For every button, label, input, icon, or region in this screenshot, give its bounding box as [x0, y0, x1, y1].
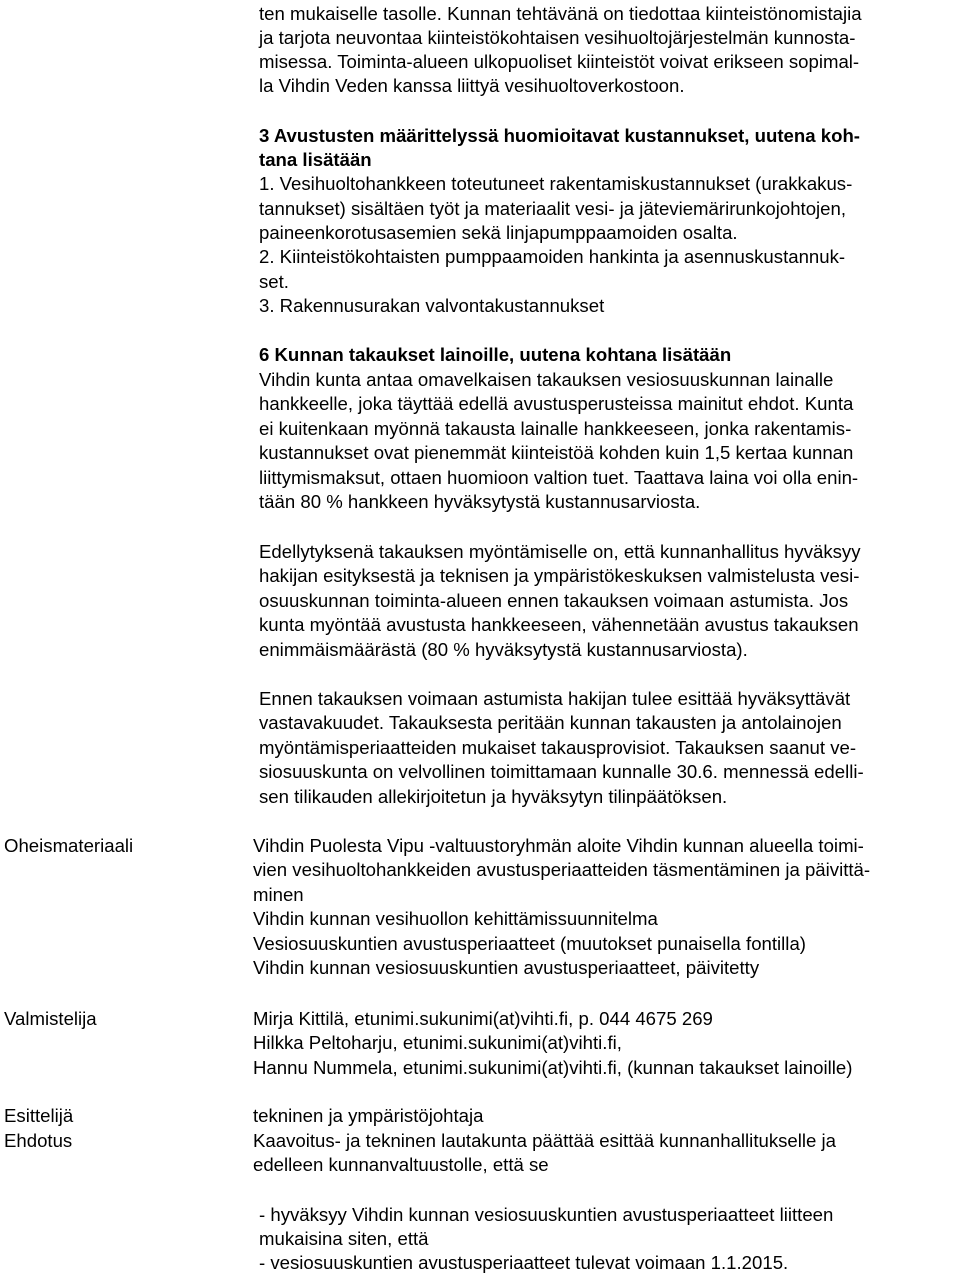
attachment-line: Vihdin kunnan vesiosuuskuntien avustusperiaatteet, päivitetty	[253, 957, 760, 978]
cost-item-line: set.	[259, 271, 289, 292]
cost-item-line: tannukset) sisältäen työt ja materiaalit vesi- ja jäteviemärirunkojohtojen,	[259, 198, 847, 219]
attachment-line: Vesiosuuskuntien avustusperiaatteet (muutokset punaisella fontilla)	[253, 933, 806, 954]
intro-line: misessa. Toiminta-alueen ulkopuoliset kiinteistöt voivat erikseen sopimal-	[259, 51, 860, 72]
attachment-line: vien vesihuoltohankkeiden avustusperiaatteiden täsmentäminen ja päivittä-	[253, 859, 871, 880]
paragraph-line: Vihdin kunta antaa omavelkaisen takauksen vesiosuuskunnan lainalle	[259, 369, 834, 390]
cost-item-line: 3. Rakennusurakan valvontakustannukset	[259, 295, 605, 316]
preparer-line: Hilkka Peltoharju, etunimi.sukunimi(at)vihti.fi,	[253, 1032, 622, 1053]
paragraph-line: myöntämisperiaatteiden mukaiset takausprovisiot. Takauksen saanut ve-	[259, 737, 857, 758]
intro-line: ten mukaiselle tasolle. Kunnan tehtävänä on tiedottaa kiinteistönomistajia	[259, 3, 862, 24]
section-3-heading: 3 Avustusten määrittelyssä huomioitavat kustannukset, uutena koh-	[259, 125, 861, 146]
paragraph-line: kunta myöntää avustusta hankkeeseen, vähennetään avustus takauksen	[259, 614, 859, 635]
proposal-bullet-line: - vesiosuuskuntien avustusperiaatteet tulevat voimaan 1.1.2015.	[259, 1252, 789, 1273]
preparer-line: Hannu Nummela, etunimi.sukunimi(at)vihti.fi, (kunnan takaukset lainoille)	[253, 1057, 853, 1078]
paragraph-line: enimmäismäärästä (80 % hyväksytystä kustannusarviosta).	[259, 639, 748, 660]
paragraph-line: tään 80 % hankkeen hyväksytystä kustannusarviosta.	[259, 491, 701, 512]
attachment-line: Vihdin kunnan vesihuollon kehittämissuunnitelma	[253, 908, 658, 929]
attachment-line: minen	[253, 884, 304, 905]
proposal-label: Ehdotus	[4, 1130, 73, 1151]
presenter-value: tekninen ja ympäristöjohtaja	[253, 1105, 484, 1126]
presenter-label: Esittelijä	[4, 1105, 74, 1126]
proposal-line: edelleen kunnanvaltuustolle, että se	[253, 1154, 549, 1175]
cost-item-line: 2. Kiinteistökohtaisten pumppaamoiden hankinta ja asennuskustannuk-	[259, 246, 846, 267]
attachment-line: Vihdin Puolesta Vipu -valtuustoryhmän aloite Vihdin kunnan alueella toimi-	[253, 835, 864, 856]
paragraph-line: kustannukset ovat pienemmät kiinteistöä kohden kuin 1,5 kertaa kunnan	[259, 442, 854, 463]
paragraph-line: hankkeelle, joka täyttää edellä avustusperusteissa mainitut ehdot. Kunta	[259, 393, 854, 414]
intro-line: ja tarjota neuvontaa kiinteistökohtaisen vesihuoltojärjestelmän kunnosta-	[259, 27, 856, 48]
cost-item-line: paineenkorotusasemien sekä linjapumppaamoiden osalta.	[259, 222, 738, 243]
proposal-line: Kaavoitus- ja tekninen lautakunta päättää esittää kunnanhallitukselle ja	[253, 1130, 836, 1151]
section-6-heading: 6 Kunnan takaukset lainoille, uutena kohtana lisätään	[259, 344, 732, 365]
cost-item-line: 1. Vesihuoltohankkeen toteutuneet rakentamiskustannukset (urakkakus-	[259, 173, 853, 194]
intro-line: la Vihdin Veden kanssa liittyä vesihuoltoverkostoon.	[259, 75, 685, 96]
paragraph-line: Ennen takauksen voimaan astumista hakijan tulee esittää hyväksyttävät	[259, 688, 851, 709]
proposal-bullet-line: - hyväksyy Vihdin kunnan vesiosuuskuntien avustusperiaatteet liitteen	[259, 1204, 834, 1225]
paragraph-line: ei kuitenkaan myönnä takausta lainalle hankkeeseen, jonka rakentamis-	[259, 418, 852, 439]
paragraph-line: vastavakuudet. Takauksesta peritään kunnan takausten ja antolainojen	[259, 712, 842, 733]
paragraph-line: hakijan esityksestä ja teknisen ja ympäristökeskuksen valmistelusta vesi-	[259, 565, 860, 586]
paragraph-line: liittymismaksut, ottaen huomioon valtion tuet. Taattava laina voi olla enin-	[259, 467, 859, 488]
paragraph-line: siosuuskunta on velvollinen toimittamaan kunnalle 30.6. mennessä edelli-	[259, 761, 864, 782]
paragraph-line: sen tilikauden allekirjoitetun ja hyväksytyn tilinpäätöksen.	[259, 786, 728, 807]
paragraph-line: Edellytyksenä takauksen myöntämiselle on, että kunnanhallitus hyväksyy	[259, 541, 861, 562]
attachments-label: Oheismateriaali	[4, 835, 134, 856]
proposal-bullet-line: mukaisina siten, että	[259, 1228, 429, 1249]
preparer-line: Mirja Kittilä, etunimi.sukunimi(at)vihti.fi, p. 044 4675 269	[253, 1008, 713, 1029]
section-3-heading: tana lisätään	[259, 149, 372, 170]
preparers-label: Valmistelija	[4, 1008, 97, 1029]
paragraph-line: osuuskunnan toiminta-alueen ennen takauksen voimaan astumista. Jos	[259, 590, 849, 611]
